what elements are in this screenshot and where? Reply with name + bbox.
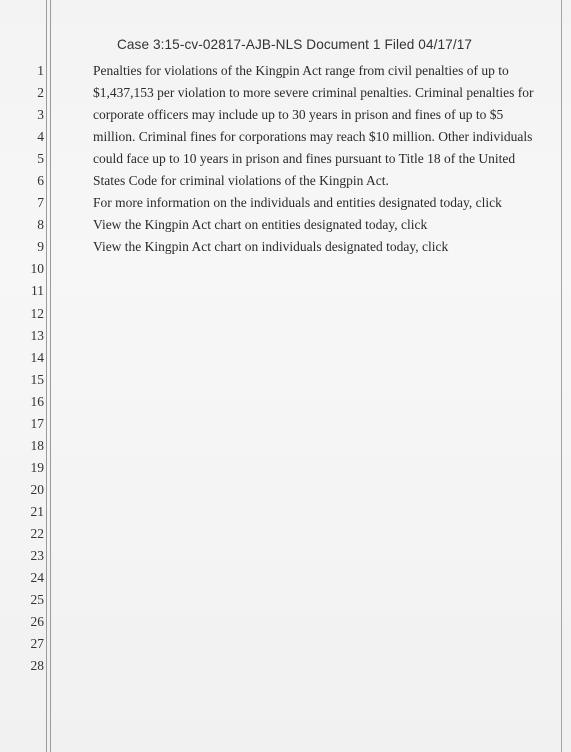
line-number: 14 [30,349,44,365]
line-number: 27 [30,636,44,652]
line-number: 15 [30,371,44,387]
penalties-paragraph-line: States Code for criminal violations of the Kingpin Act. [93,173,389,189]
line-number: 28 [30,658,44,674]
line-number: 8 [37,217,44,233]
penalties-paragraph-line: Penalties for violations of the Kingpin Act range from civil penalties of up to [93,63,509,78]
line-number: 7 [37,195,44,211]
line-number: 11 [31,283,44,299]
line-number: 23 [30,548,44,564]
line-number: 19 [30,459,44,475]
line-number: 6 [37,173,44,189]
line-number: 20 [30,481,44,497]
case-header: Case 3:15-cv-02817-AJB-NLS Document 1 Filed 04/17/17 [116,37,473,52]
line-number: 18 [30,437,44,453]
more-info-line: For more information on the individuals and entities designated today, click [93,195,502,211]
line-number-column [0,60,44,677]
penalties-paragraph-line: corporate officers may include up to 30 years in prison and fines of up to $5 [93,107,504,123]
line-number: 3 [37,107,44,123]
line-number: 24 [30,570,44,586]
line-number: 5 [37,151,44,167]
line-number: 17 [30,415,44,431]
line-number: 12 [30,305,44,321]
individuals-chart-line: View the Kingpin Act chart on individuals designated today, click [93,239,449,255]
line-number: 25 [30,592,44,608]
line-number: 4 [37,129,44,145]
line-number: 22 [30,525,44,541]
right-margin-rule [561,0,562,752]
penalties-paragraph-line: million. Criminal fines for corporations may reach $10 million. Other individuals [93,129,533,145]
body-text [93,60,557,258]
left-margin-rule-outer [46,0,47,752]
entities-chart-line: View the Kingpin Act chart on entities designated today, click [93,217,428,233]
line-number: 2 [37,85,44,101]
line-number: 21 [30,503,44,519]
penalties-paragraph-line: could face up to 10 years in prison and fines pursuant to Title 18 of the United [93,151,516,167]
line-number: 9 [37,239,44,255]
line-number: 26 [30,614,44,630]
line-number: 10 [30,261,44,277]
line-number: 13 [30,327,44,343]
left-margin-rule-inner [50,0,51,752]
penalties-paragraph-line: $1,437,153 per violation to more severe criminal penalties. Criminal penalties for [93,85,534,101]
line-number: 16 [30,393,44,409]
line-number: 1 [37,63,44,78]
